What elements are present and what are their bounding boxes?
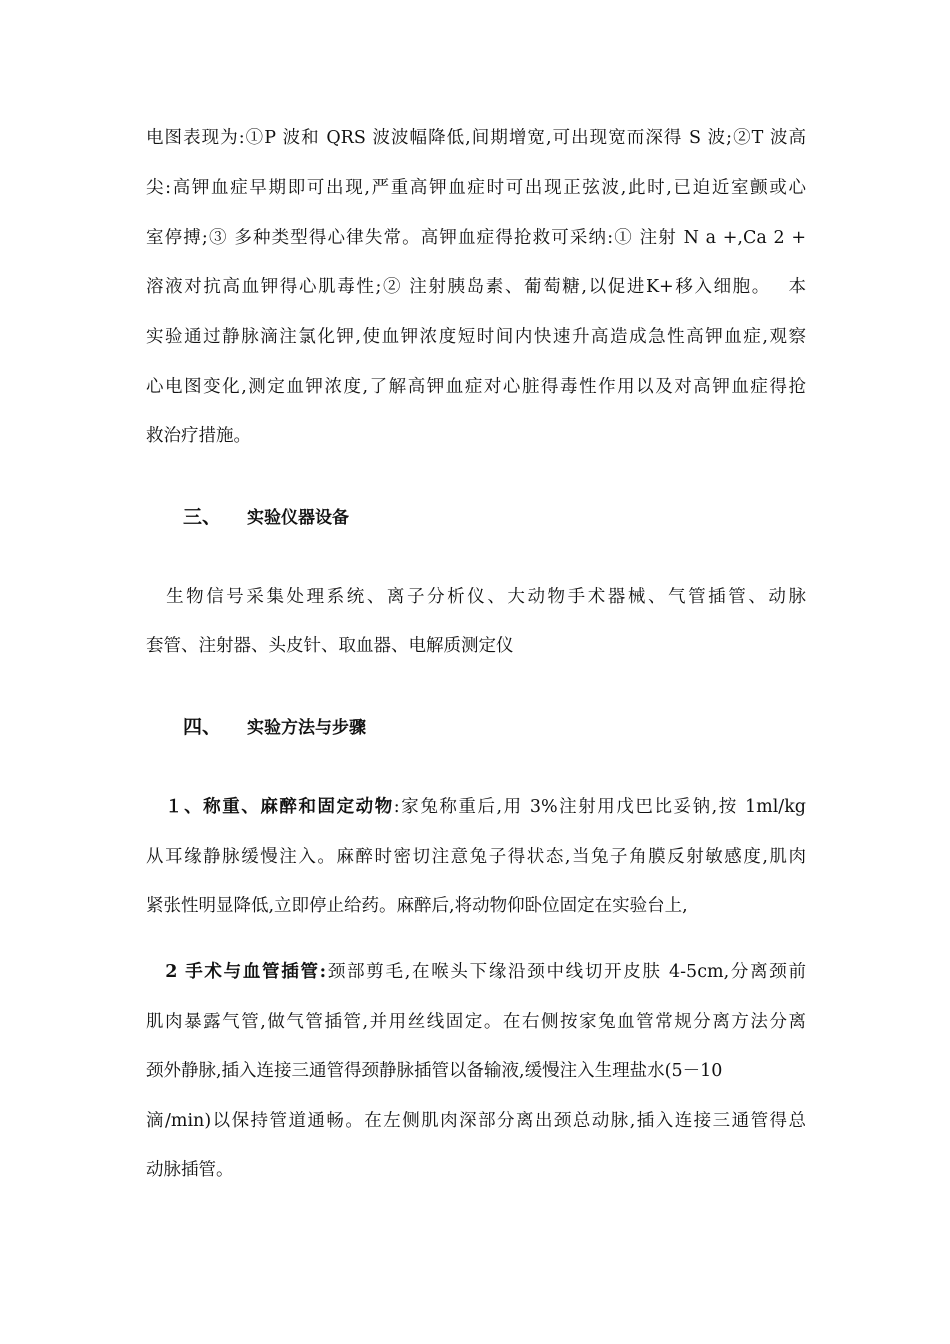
equipment-line-1: 生物信号采集处理系统、离子分析仪、大动物手术器械、气管插管、动脉 <box>146 587 806 607</box>
step-1-text: :家兔称重后,用 3%注射用戊巴比妥钠,按 1ml/kg <box>393 797 806 817</box>
step-2-line-4: 滴/min)以保持管道通畅。在左侧肌肉深部分离出颈总动脉,插入连接三通管得总 <box>146 1111 806 1131</box>
step-2-line-1 <box>146 960 806 984</box>
step-2-line-2: 肌肉暴露气管,做气管插管,并用丝线固定。在右侧按家兔血管常规分离方法分离 <box>146 1012 806 1032</box>
intro-line-2: 尖:高钾血症早期即可出现,严重高钾血症时可出现正弦波,此时,已迫近室颤或心 <box>146 178 806 198</box>
step-1-line-3: 紧张性明显降低,立即停止给药。麻醉后,将动物仰卧位固定在实验台上, <box>146 896 688 916</box>
equipment-line-2: 套管、注射器、头皮针、取血器、电解质测定仪 <box>146 636 514 656</box>
step-2-text: 颈部剪毛,在喉头下缘沿颈中线切开皮肤 4-5cm,分离颈前 <box>326 962 806 982</box>
step-1-line-2: 从耳缘静脉缓慢注入。麻醉时密切注意兔子得状态,当兔子角膜反射敏感度,肌肉 <box>146 847 806 867</box>
step-2-line-3: 颈外静脉,插入连接三通管得颈静脉插管以备输液,缓慢注入生理盐水(5－10 <box>146 1061 723 1081</box>
section-4-number: 四、 <box>183 716 222 738</box>
step-1-title: １、称重、麻醉和固定动物 <box>146 797 394 817</box>
step-2-title: 2 手术与血管插管: <box>146 962 327 982</box>
intro-line-3: 室停搏;③ 多种类型得心律失常。高钾血症得抢救可采纳:① 注射 N a +,Ca 2 + <box>146 228 806 248</box>
step-1-line-1 <box>146 795 806 819</box>
intro-line-5: 实验通过静脉滴注氯化钾,使血钾浓度短时间内快速升高造成急性高钾血症,观察 <box>146 327 806 347</box>
section-3-number: 三、 <box>183 506 222 528</box>
intro-line-4: 溶液对抗高血钾得心肌毒性;② 注射胰岛素、葡萄糖,以促进K+移入细胞。 本 <box>146 277 806 297</box>
section-3-title: 实验仪器设备 <box>247 508 349 528</box>
intro-line-7: 救治疗措施。 <box>146 426 251 446</box>
intro-line-1: 电图表现为:①P 波和 QRS 波波幅降低,间期增宽,可出现宽而深得 S 波;②T 波高 <box>146 128 806 148</box>
step-2-line-5: 动脉插管。 <box>146 1160 234 1180</box>
section-3-heading <box>183 505 349 530</box>
intro-line-6: 心电图变化,测定血钾浓度,了解高钾血症对心脏得毒性作用以及对高钾血症得抢 <box>146 377 806 397</box>
section-4-title: 实验方法与步骤 <box>247 718 366 738</box>
section-4-heading <box>183 715 366 740</box>
